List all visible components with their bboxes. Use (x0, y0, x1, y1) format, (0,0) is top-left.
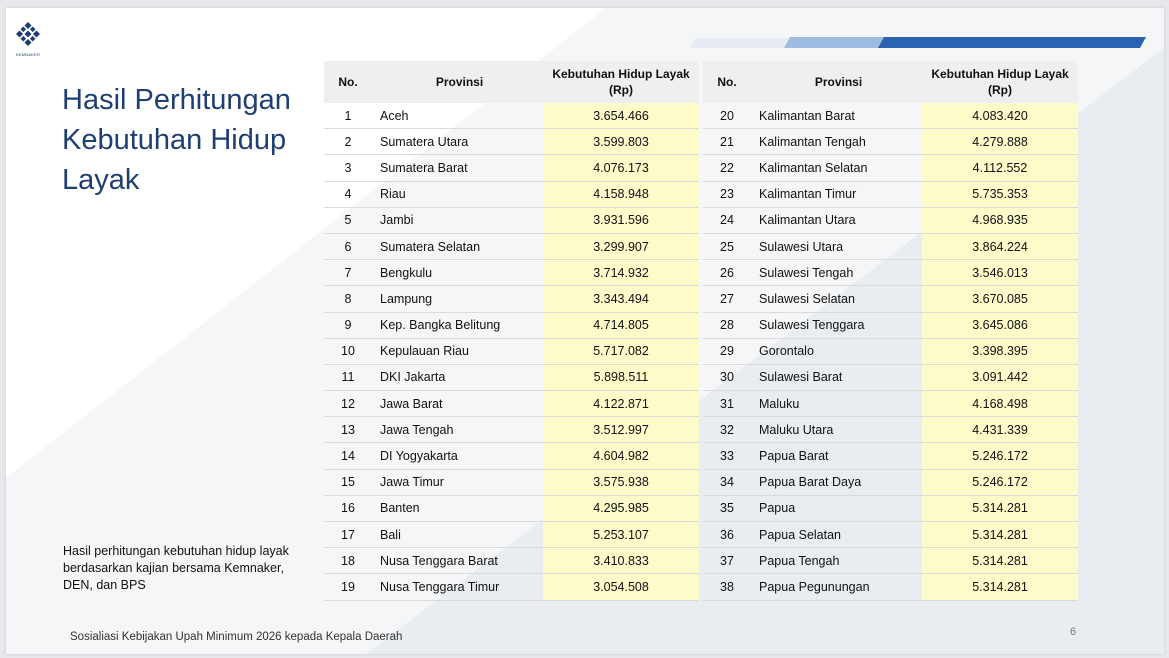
table-row (324, 364, 699, 390)
province-table-right (703, 61, 1078, 601)
province-name: Jawa Timur (372, 469, 543, 495)
table-row (324, 260, 699, 286)
province-name: Papua Barat (751, 443, 922, 469)
khl-value: 4.279.888 (922, 129, 1078, 155)
row-number: 36 (703, 522, 751, 548)
header-no: No. (703, 61, 751, 103)
khl-value: 3.599.803 (543, 129, 699, 155)
row-number: 38 (703, 574, 751, 600)
province-name: Kalimantan Barat (751, 103, 922, 129)
row-number: 34 (703, 469, 751, 495)
khl-value: 3.091.442 (922, 364, 1078, 390)
province-name: DKI Jakarta (372, 364, 543, 390)
khl-value: 5.314.281 (922, 522, 1078, 548)
page-title: Hasil Perhitungan Kebutuhan Hidup Layak (62, 84, 291, 196)
table-row (703, 129, 1078, 155)
table-row (703, 338, 1078, 364)
table-row (703, 469, 1078, 495)
table-row (324, 574, 699, 600)
table-row (324, 548, 699, 574)
province-name: Papua (751, 495, 922, 521)
province-name: Sulawesi Barat (751, 364, 922, 390)
khl-value: 5.314.281 (922, 548, 1078, 574)
khl-value: 3.512.997 (543, 417, 699, 443)
row-number: 12 (324, 391, 372, 417)
table-row (324, 469, 699, 495)
row-number: 28 (703, 312, 751, 338)
table-row (703, 495, 1078, 521)
table-row (324, 155, 699, 181)
province-name: Sumatera Utara (372, 129, 543, 155)
row-number: 22 (703, 155, 751, 181)
table-row (703, 155, 1078, 181)
row-number: 25 (703, 233, 751, 259)
row-number: 26 (703, 260, 751, 286)
province-name: Kep. Bangka Belitung (372, 312, 543, 338)
khl-value: 4.714.805 (543, 312, 699, 338)
table-row (703, 417, 1078, 443)
row-number: 2 (324, 129, 372, 155)
kemnaker-logo (16, 22, 40, 57)
khl-value: 4.083.420 (922, 103, 1078, 129)
province-name: Bali (372, 522, 543, 548)
khl-value: 5.314.281 (922, 574, 1078, 600)
row-number: 1 (324, 103, 372, 129)
khl-value: 4.122.871 (543, 391, 699, 417)
khl-value: 3.299.907 (543, 233, 699, 259)
khl-value: 4.168.498 (922, 391, 1078, 417)
khl-value: 3.398.395 (922, 338, 1078, 364)
province-name: Sulawesi Tengah (751, 260, 922, 286)
province-name: Jawa Tengah (372, 417, 543, 443)
footer-text: Sosialiasi Kebijakan Upah Minimum 2026 kepada Kepala Daerah (70, 631, 403, 643)
table-row (703, 181, 1078, 207)
table-row (703, 548, 1078, 574)
table-row (703, 260, 1078, 286)
table-row (324, 312, 699, 338)
logo-icon (16, 22, 40, 46)
khl-value: 3.714.932 (543, 260, 699, 286)
khl-value: 3.654.466 (543, 103, 699, 129)
table-row (324, 181, 699, 207)
khl-value: 5.253.107 (543, 522, 699, 548)
province-name: Papua Tengah (751, 548, 922, 574)
province-name: Sulawesi Tenggara (751, 312, 922, 338)
province-name: Gorontalo (751, 338, 922, 364)
khl-value: 3.931.596 (543, 207, 699, 233)
table-header-row (324, 61, 699, 103)
table-row (324, 443, 699, 469)
province-name: Kepulauan Riau (372, 338, 543, 364)
row-number: 27 (703, 286, 751, 312)
header-province: Provinsi (372, 61, 543, 103)
table-row (324, 207, 699, 233)
table-row (324, 417, 699, 443)
khl-value: 5.314.281 (922, 495, 1078, 521)
khl-value: 3.864.224 (922, 233, 1078, 259)
table-row (703, 207, 1078, 233)
row-number: 37 (703, 548, 751, 574)
khl-value: 4.112.552 (922, 155, 1078, 181)
row-number: 13 (324, 417, 372, 443)
row-number: 7 (324, 260, 372, 286)
row-number: 10 (324, 338, 372, 364)
khl-value: 4.968.935 (922, 207, 1078, 233)
table-row (703, 443, 1078, 469)
province-name: Banten (372, 495, 543, 521)
header-province: Provinsi (751, 61, 922, 103)
khl-value: 3.645.086 (922, 312, 1078, 338)
table-row (324, 103, 699, 129)
row-number: 21 (703, 129, 751, 155)
row-number: 24 (703, 207, 751, 233)
province-name: Maluku (751, 391, 922, 417)
table-row (324, 495, 699, 521)
table-row (703, 312, 1078, 338)
province-name: Sulawesi Selatan (751, 286, 922, 312)
province-name: Lampung (372, 286, 543, 312)
table-row (703, 364, 1078, 390)
row-number: 11 (324, 364, 372, 390)
row-number: 3 (324, 155, 372, 181)
table-row (703, 286, 1078, 312)
row-number: 17 (324, 522, 372, 548)
khl-value: 5.246.172 (922, 443, 1078, 469)
province-name: Jambi (372, 207, 543, 233)
table-row (703, 103, 1078, 129)
khl-value: 4.076.173 (543, 155, 699, 181)
province-name: Sumatera Selatan (372, 233, 543, 259)
khl-value: 3.670.085 (922, 286, 1078, 312)
accent-bar (878, 37, 1146, 48)
logo-label: KEMNAKER (16, 52, 41, 57)
province-name: Kalimantan Timur (751, 181, 922, 207)
khl-value: 3.546.013 (922, 260, 1078, 286)
row-number: 15 (324, 469, 372, 495)
accent-bar-light (784, 37, 890, 48)
row-number: 29 (703, 338, 751, 364)
khl-value: 3.343.494 (543, 286, 699, 312)
table-row (703, 574, 1078, 600)
row-number: 14 (324, 443, 372, 469)
province-name: DI Yogyakarta (372, 443, 543, 469)
row-number: 5 (324, 207, 372, 233)
province-name: Maluku Utara (751, 417, 922, 443)
table-row (703, 391, 1078, 417)
table-row (703, 233, 1078, 259)
khl-value: 4.295.985 (543, 495, 699, 521)
row-number: 6 (324, 233, 372, 259)
header-no: No. (324, 61, 372, 103)
province-name: Papua Barat Daya (751, 469, 922, 495)
khl-value: 5.735.353 (922, 181, 1078, 207)
khl-value: 3.054.508 (543, 574, 699, 600)
khl-value: 3.575.938 (543, 469, 699, 495)
header-value: Kebutuhan Hidup Layak (Rp) (922, 61, 1078, 103)
page-number: 6 (1070, 626, 1077, 638)
khl-value: 5.898.511 (543, 364, 699, 390)
row-number: 9 (324, 312, 372, 338)
province-name: Sulawesi Utara (751, 233, 922, 259)
khl-value: 5.717.082 (543, 338, 699, 364)
slide (6, 8, 1164, 654)
row-number: 4 (324, 181, 372, 207)
province-table-left (324, 61, 699, 601)
row-number: 32 (703, 417, 751, 443)
row-number: 33 (703, 443, 751, 469)
table-row (324, 522, 699, 548)
khl-value: 3.410.833 (543, 548, 699, 574)
row-number: 19 (324, 574, 372, 600)
province-name: Kalimantan Selatan (751, 155, 922, 181)
row-number: 8 (324, 286, 372, 312)
province-name: Aceh (372, 103, 543, 129)
khl-value: 4.431.339 (922, 417, 1078, 443)
table-row (703, 522, 1078, 548)
row-number: 16 (324, 495, 372, 521)
table-row (324, 338, 699, 364)
table-row (324, 391, 699, 417)
row-number: 23 (703, 181, 751, 207)
province-name: Papua Pegunungan (751, 574, 922, 600)
table-row (324, 286, 699, 312)
province-name: Sumatera Barat (372, 155, 543, 181)
province-name: Nusa Tenggara Timur (372, 574, 543, 600)
table-row (324, 129, 699, 155)
khl-value: 4.158.948 (543, 181, 699, 207)
header-value: Kebutuhan Hidup Layak (Rp) (543, 61, 699, 103)
province-name: Bengkulu (372, 260, 543, 286)
province-name: Nusa Tenggara Barat (372, 548, 543, 574)
province-name: Jawa Barat (372, 391, 543, 417)
source-note: Hasil perhitungan kebutuhan hidup layak berdasarkan kajian bersama Kemnaker, DEN, dan BPS (63, 544, 289, 592)
row-number: 30 (703, 364, 751, 390)
khl-value: 5.246.172 (922, 469, 1078, 495)
table-header-row (703, 61, 1078, 103)
khl-value: 4.604.982 (543, 443, 699, 469)
row-number: 31 (703, 391, 751, 417)
province-name: Papua Selatan (751, 522, 922, 548)
row-number: 35 (703, 495, 751, 521)
province-name: Kalimantan Utara (751, 207, 922, 233)
province-name: Kalimantan Tengah (751, 129, 922, 155)
row-number: 18 (324, 548, 372, 574)
province-name: Riau (372, 181, 543, 207)
table-row (324, 233, 699, 259)
row-number: 20 (703, 103, 751, 129)
